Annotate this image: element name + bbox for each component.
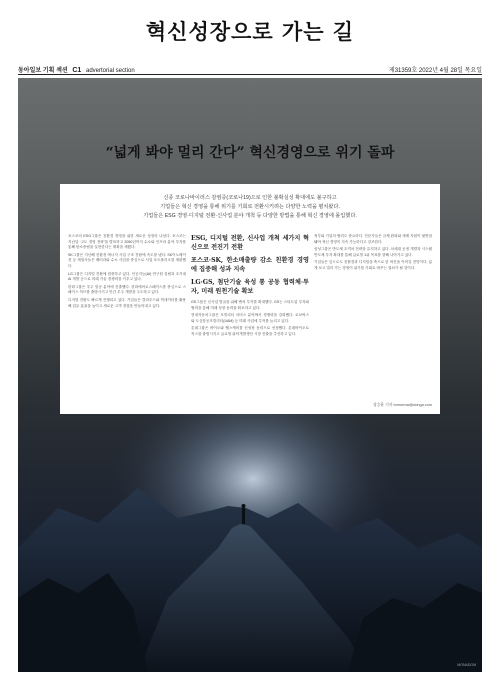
advertorial-panel <box>18 78 482 672</box>
subhead: 포스코·SK, 한소매출량 감소 친환경 경영에 집중해 성과 지속 <box>191 257 309 273</box>
article-paragraph: 포스코의 ESG그룹은 친환경 경영을 위한 새로운 성장의 나섰다. 포스코는 지난달 ‘고도 경영 전략’을 발표하고 2050년까지 수소와 인프라 분야 투자를 통해 탄소중립을 실현한다는 계획을 세웠다. <box>68 234 186 250</box>
header-left <box>18 65 135 74</box>
article-paragraph: 기업들은 앞으로도 친환경과 디지털을 축으로 한 혁신을 이어갈 전망이다. 넓게 보고 멀리 가는 경영이 위기를 기회로 바꾸는 열쇠가 될 것이다. <box>314 260 432 270</box>
subhead: LG·GS, 첨단기술 육성 통 공동 협력체·투자, 미래 원천기술 확보 <box>191 279 309 295</box>
article-paragraph: LG그룹은 디지털 전환에 집중하고 있다. 인공지능(AI) 연구원 설립과 초거대 AI 개발 등으로 미래 기술 경쟁력을 키우고 있다. <box>68 271 186 282</box>
article-subheads <box>191 234 309 296</box>
issue-number: 제31359호 <box>388 68 418 74</box>
page-number: C1 <box>72 67 82 74</box>
article-paragraph: 삼성그룹은 반도체 초격차 전략을 유지하고 있다. 차세대 공정 개발과 시스템반도체 투자 확대를 통해 글로벌 1위 목표를 향해 나아가고 있다. <box>314 247 432 257</box>
section-label: advertorial section <box>86 68 135 74</box>
article-column-1 <box>68 234 186 311</box>
article-column-3 <box>314 234 432 274</box>
article-paragraph: 한화그룹은 우주 항공 분야에 진출했다. 한화에어로스페이스를 중심으로 스페이스 허브를 출범시키고 민간 우주 개발을 주도하고 있다. <box>68 284 186 295</box>
article-paragraph: GS그룹은 신사업 발굴을 위해 벤처 투자를 확대했다. GS는 스타트업 투자와 협력을 통해 미래 성장 동력을 확보하고 있다. <box>191 300 309 310</box>
header-right <box>389 65 482 74</box>
lead-line: 신종 코로나바이러스 감염증(코로나19)으로 인한 불확실성 확대에도 불구하고 <box>163 195 337 201</box>
article-column-2 <box>191 234 309 340</box>
article-lead <box>60 194 440 221</box>
page-header-bar <box>18 62 482 75</box>
section-headline: 혁신성장으로 가는 길 <box>145 20 355 44</box>
article-paragraph: 현대자동차그룹은 모빌리티 서비스 분야에서 경쟁력을 강화했다. 로보틱스와 도심항공모빌리티(UAM) 등 미래 사업에 투자를 늘리고 있다. <box>191 313 309 323</box>
subhead: ESG, 디지털 전환, 신사업 개척 세가지 혁신으로 전진기 전환 <box>191 235 309 251</box>
advertorial-title: “넓게 봐야 멀리 간다” 혁신경영으로 위기 돌파 <box>105 145 395 161</box>
image-credit: MONADOM <box>457 663 476 667</box>
article-paragraph: 롯데그룹은 바이오와 헬스케어를 신성장 동력으로 선정했다. 롯데바이오로직스를 출범시키고 글로벌 위탁개발생산 시장 진출을 추진하고 있다. <box>191 326 309 336</box>
article-box <box>60 184 440 414</box>
lead-line: 기업들은 ESG 경영·디지털 전환·신사업 분야 개척 등 다양한 방법을 통해 혁신 경영에 몰입했다. <box>143 213 357 219</box>
article-paragraph: 정부와 기업의 협력도 중요하다. 전문가들은 규제 완화와 세제 지원이 뒷받침돼야 혁신 경영이 지속 가능하다고 강조한다. <box>314 234 432 244</box>
issue-date: 2022년 4월 28일 목요일 <box>418 68 482 74</box>
article-paragraph: SK그룹은 지난해 친환경 에너지 사업 구조 전환에 속도를 냈다. SK이노베이션 등 계열사들은 배터리와 수소 사업을 중심으로 사업 포트폴리오를 재편했다. <box>68 252 186 268</box>
article-paragraph: 디지털 전환도 빠르게 진행되고 있다. 기업들은 클라우드와 빅데이터를 활용해 업무 효율을 높이고 새로운 고객 경험을 만들어내고 있다. <box>68 297 186 308</box>
lead-line: 기업들은 혁신 경영을 통해 위기를 기회로 전환시키려는 다양한 노력을 펼치왔다. <box>160 204 340 210</box>
section-name: 동아일보 기획 섹션 <box>18 68 68 74</box>
article-byline: 장승윤 기자 tomorrow@donga.com <box>373 403 432 407</box>
